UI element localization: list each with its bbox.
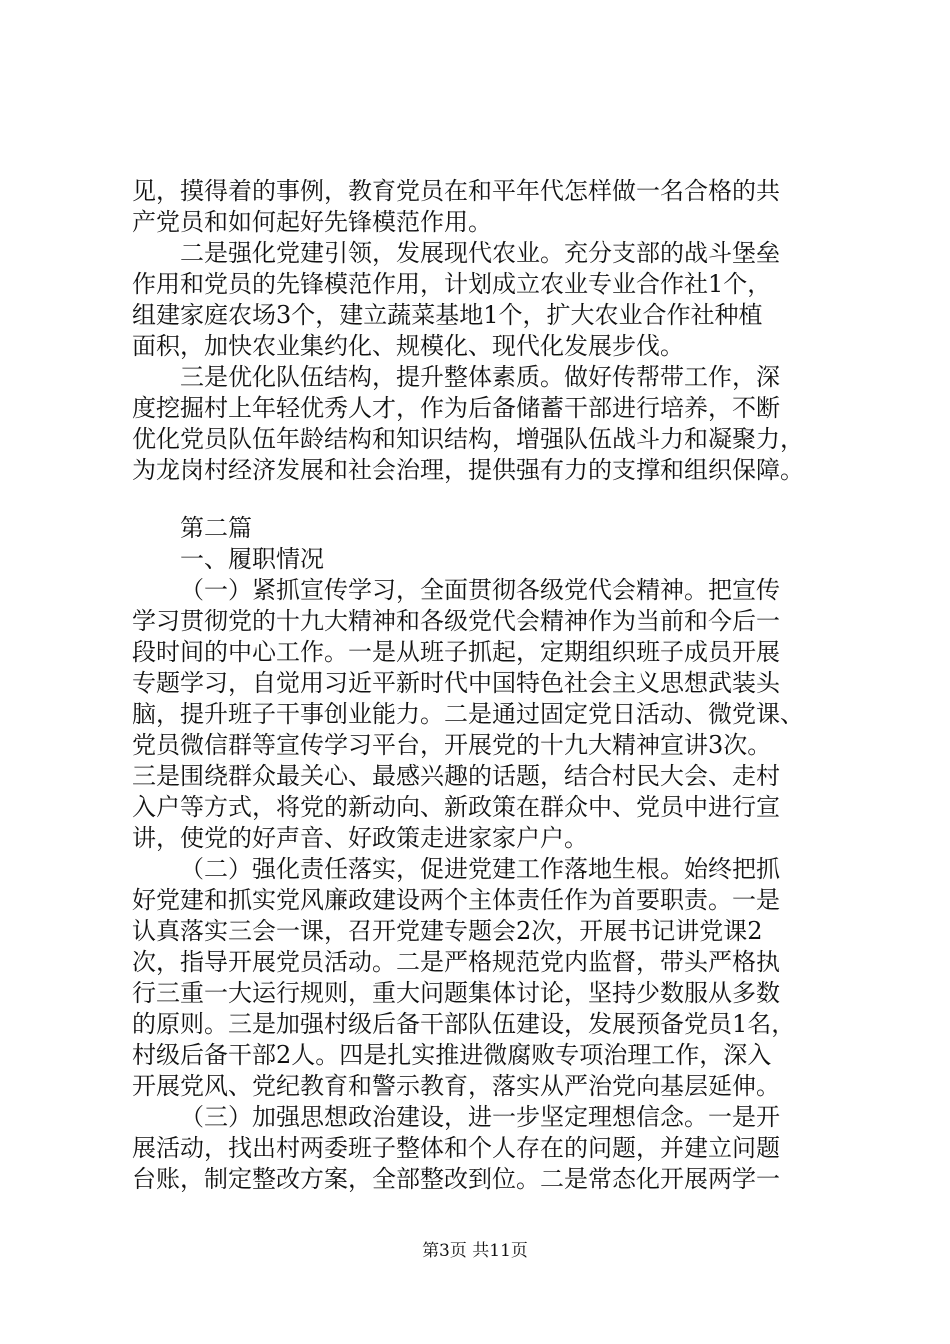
text-line: 次，指导开展党员活动。二是严格规范党内监督，带头严格执 [132, 948, 780, 976]
text-line: 见，摸得着的事例，教育党员在和平年代怎样做一名合格的共 [132, 177, 780, 205]
text-line: 的原则。三是加强村级后备干部队伍建设，发展预备党员1名， [132, 1010, 796, 1038]
page-number-footer: 第3页 共11页 [422, 1241, 528, 1261]
text-line: （二）强化责任落实，促进党建工作落地生根。始终把抓 [180, 855, 780, 883]
text-line: 三是围绕群众最关心、最感兴趣的话题，结合村民大会、走村 [132, 762, 780, 790]
text-line: 党员微信群等宣传学习平台，开展党的十九大精神宣讲3次。 [132, 731, 772, 759]
text-line: 作用和党员的先锋模范作用，计划成立农业专业合作社1个， [132, 270, 772, 298]
text-line: 优化党员队伍年龄结构和知识结构，增强队伍战斗力和凝聚力， [132, 425, 804, 453]
text-line: 台账，制定整改方案，全部整改到位。二是常态化开展两学一 [132, 1165, 780, 1193]
text-line: 认真落实三会一课，召开党建专题会2次，开展书记讲党课2 [132, 917, 763, 945]
text-line: 三是优化队伍结构，提升整体素质。做好传帮带工作，深 [180, 363, 780, 391]
text-line: 脑，提升班子干事创业能力。二是通过固定党日活动、微党课、 [132, 700, 804, 728]
text-line: 入户等方式，将党的新动向、新政策在群众中、党员中进行宣 [132, 793, 780, 821]
text-line: 为龙岗村经济发展和社会治理，提供强有力的支撑和组织保障。 [132, 456, 804, 484]
text-line: 学习贯彻党的十九大精神和各级党代会精神作为当前和今后一 [132, 607, 780, 635]
text-line: 展活动，找出村两委班子整体和个人存在的问题，并建立问题 [132, 1134, 780, 1162]
text-line: 产党员和如何起好先锋模范作用。 [132, 208, 492, 236]
text-line: 段时间的中心工作。一是从班子抓起，定期组织班子成员开展 [132, 638, 780, 666]
text-line: 专题学习，自觉用习近平新时代中国特色社会主义思想武装头 [132, 669, 780, 697]
text-line: （一）紧抓宣传学习，全面贯彻各级党代会精神。把宣传 [180, 576, 780, 604]
text-line: 开展党风、党纪教育和警示教育，落实从严治党向基层延伸。 [132, 1072, 780, 1100]
text-line: 度挖掘村上年轻优秀人才，作为后备储蓄干部进行培养，不断 [132, 394, 780, 422]
text-line: 好党建和抓实党风廉政建设两个主体责任作为首要职责。一是 [132, 886, 780, 914]
text-line: 面积，加快农业集约化、规模化、现代化发展步伐。 [132, 332, 684, 360]
text-line: 组建家庭农场3个，建立蔬菜基地1个，扩大农业合作社种植 [132, 301, 763, 329]
text-line: （三）加强思想政治建设，进一步坚定理想信念。一是开 [180, 1103, 780, 1131]
text-line: 行三重一大运行规则，重大问题集体讨论，坚持少数服从多数 [132, 979, 780, 1007]
text-line: 二是强化党建引领，发展现代农业。充分支部的战斗堡垒 [180, 239, 780, 267]
section-heading: 第二篇 [180, 514, 252, 542]
subsection-heading: 一、履职情况 [180, 545, 324, 573]
text-line: 村级后备干部2人。四是扎实推进微腐败专项治理工作，深入 [132, 1041, 772, 1069]
text-line: 讲，使党的好声音、好政策走进家家户户。 [132, 824, 588, 852]
